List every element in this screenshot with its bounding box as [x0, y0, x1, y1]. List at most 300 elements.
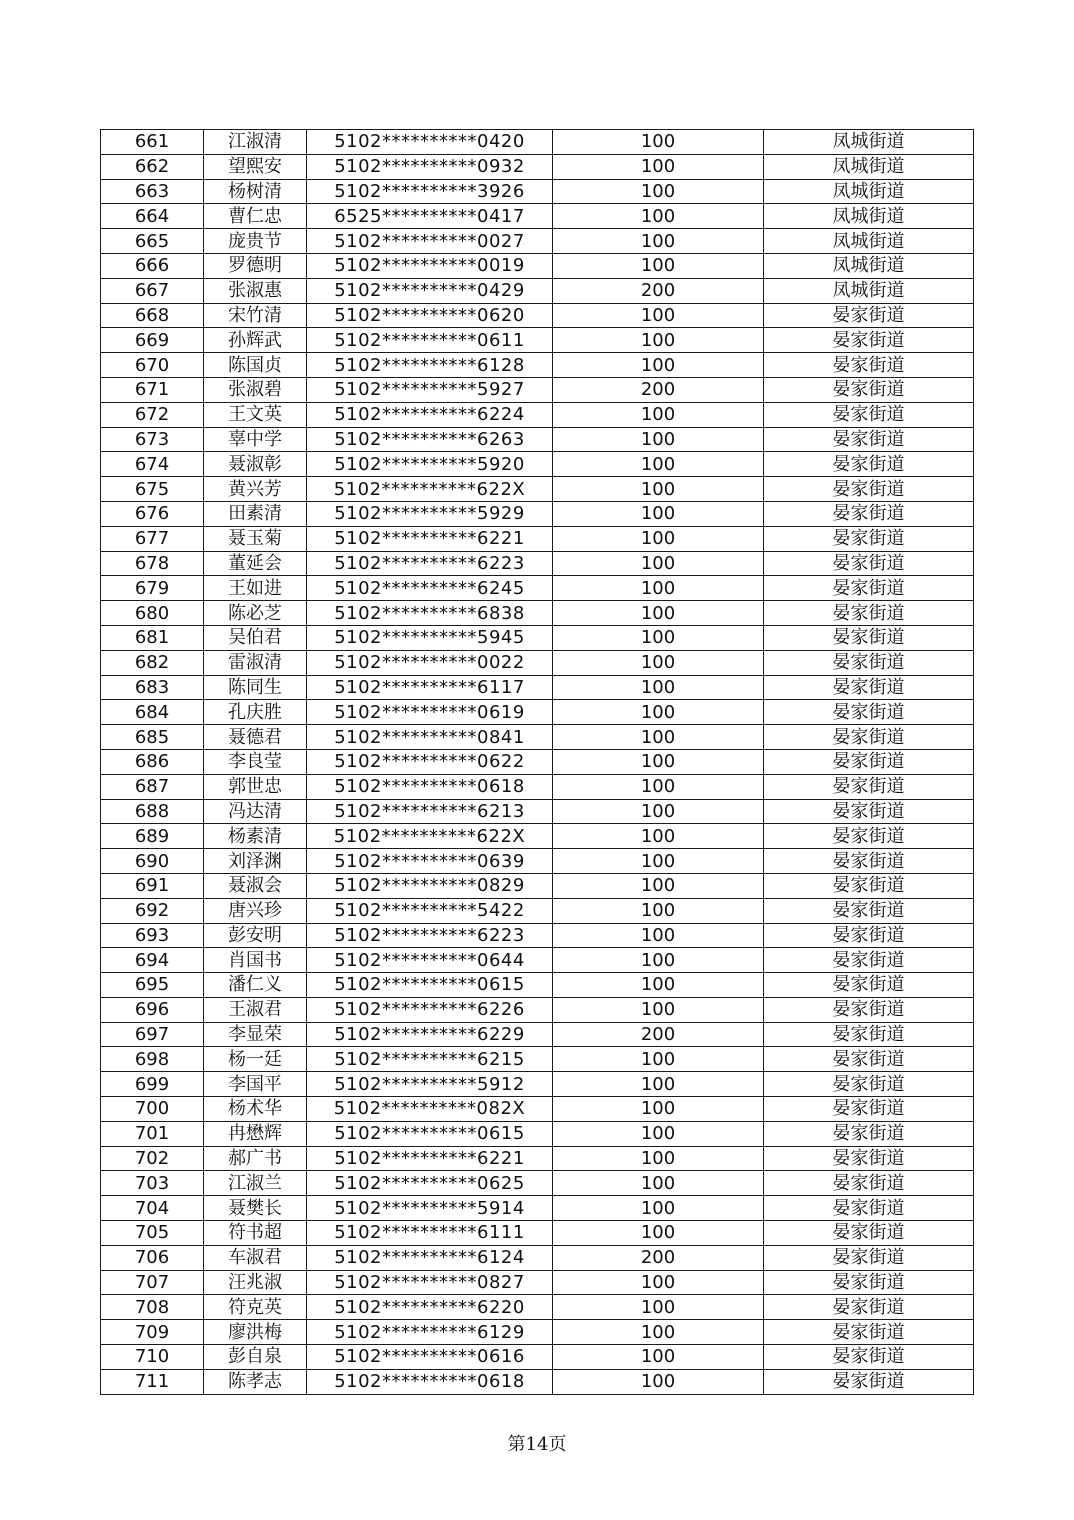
- subdistrict-cell: 晏家街道: [764, 625, 974, 650]
- id-number-cell: 5102**********6224: [307, 402, 553, 427]
- row-number-cell: 668: [101, 303, 204, 328]
- name-cell: 黄兴芳: [204, 477, 307, 502]
- subdistrict-cell: 晏家街道: [764, 799, 974, 824]
- name-cell: 符书超: [204, 1221, 307, 1246]
- subdistrict-cell: 凤城街道: [764, 154, 974, 179]
- table-row: [101, 328, 974, 353]
- amount-cell: 100: [553, 229, 764, 254]
- row-number-cell: 704: [101, 1196, 204, 1221]
- row-number-cell: 706: [101, 1245, 204, 1270]
- name-cell: 杨一廷: [204, 1047, 307, 1072]
- name-cell: 聂淑会: [204, 873, 307, 898]
- row-number-cell: 683: [101, 675, 204, 700]
- id-number-cell: 5102**********0639: [307, 849, 553, 874]
- subdistrict-cell: 凤城街道: [764, 130, 974, 155]
- subdistrict-cell: 晏家街道: [764, 898, 974, 923]
- name-cell: 冉懋辉: [204, 1121, 307, 1146]
- amount-cell: 100: [553, 1320, 764, 1345]
- table-row: [101, 1121, 974, 1146]
- table-row: [101, 625, 974, 650]
- row-number-cell: 687: [101, 774, 204, 799]
- name-cell: 宋竹清: [204, 303, 307, 328]
- row-number-cell: 700: [101, 1097, 204, 1122]
- row-number-cell: 698: [101, 1047, 204, 1072]
- row-number-cell: 703: [101, 1171, 204, 1196]
- name-cell: 李良莹: [204, 749, 307, 774]
- id-number-cell: 5102**********6117: [307, 675, 553, 700]
- amount-cell: 100: [553, 948, 764, 973]
- id-number-cell: 5102**********0622: [307, 749, 553, 774]
- amount-cell: 100: [553, 1097, 764, 1122]
- name-cell: 江淑清: [204, 130, 307, 155]
- row-number-cell: 679: [101, 576, 204, 601]
- name-cell: 刘泽渊: [204, 849, 307, 874]
- amount-cell: 100: [553, 204, 764, 229]
- table-row: [101, 353, 974, 378]
- subdistrict-cell: 晏家街道: [764, 1245, 974, 1270]
- amount-cell: 100: [553, 700, 764, 725]
- table-row: [101, 452, 974, 477]
- table-row: [101, 601, 974, 626]
- amount-cell: 100: [553, 1221, 764, 1246]
- amount-cell: 100: [553, 353, 764, 378]
- table-row: [101, 204, 974, 229]
- table-row: [101, 1345, 974, 1370]
- table-row: [101, 1221, 974, 1246]
- id-number-cell: 5102**********5912: [307, 1072, 553, 1097]
- amount-cell: 100: [553, 650, 764, 675]
- id-number-cell: 5102**********0625: [307, 1171, 553, 1196]
- table-row: [101, 898, 974, 923]
- id-number-cell: 5102**********0022: [307, 650, 553, 675]
- subdistrict-cell: 晏家街道: [764, 1146, 974, 1171]
- table-row: [101, 700, 974, 725]
- table-row: [101, 948, 974, 973]
- table-row: [101, 849, 974, 874]
- row-number-cell: 707: [101, 1270, 204, 1295]
- subdistrict-cell: 晏家街道: [764, 1022, 974, 1047]
- subdistrict-cell: 晏家街道: [764, 923, 974, 948]
- name-cell: 聂玉菊: [204, 526, 307, 551]
- subdistrict-cell: 晏家街道: [764, 1047, 974, 1072]
- name-cell: 李显荣: [204, 1022, 307, 1047]
- subdistrict-cell: 晏家街道: [764, 402, 974, 427]
- table-row: [101, 774, 974, 799]
- id-number-cell: 5102**********0615: [307, 973, 553, 998]
- table-row: [101, 253, 974, 278]
- amount-cell: 100: [553, 1369, 764, 1394]
- row-number-cell: 696: [101, 997, 204, 1022]
- row-number-cell: 702: [101, 1146, 204, 1171]
- table-row: [101, 1072, 974, 1097]
- amount-cell: 100: [553, 1146, 764, 1171]
- name-cell: 杨素清: [204, 824, 307, 849]
- amount-cell: 100: [553, 452, 764, 477]
- subdistrict-cell: 晏家街道: [764, 1320, 974, 1345]
- row-number-cell: 688: [101, 799, 204, 824]
- subdistrict-cell: 晏家街道: [764, 1097, 974, 1122]
- name-cell: 罗德明: [204, 253, 307, 278]
- table-row: [101, 1295, 974, 1320]
- id-number-cell: 5102**********5929: [307, 501, 553, 526]
- table-row: [101, 1146, 974, 1171]
- row-number-cell: 695: [101, 973, 204, 998]
- subdistrict-cell: 晏家街道: [764, 873, 974, 898]
- table-row: [101, 650, 974, 675]
- name-cell: 肖国书: [204, 948, 307, 973]
- table-row: [101, 675, 974, 700]
- name-cell: 董延会: [204, 551, 307, 576]
- id-number-cell: 5102**********0611: [307, 328, 553, 353]
- id-number-cell: 5102**********0620: [307, 303, 553, 328]
- amount-cell: 200: [553, 377, 764, 402]
- subdistrict-cell: 凤城街道: [764, 204, 974, 229]
- subdistrict-cell: 晏家街道: [764, 973, 974, 998]
- row-number-cell: 670: [101, 353, 204, 378]
- amount-cell: 100: [553, 576, 764, 601]
- subdistrict-cell: 晏家街道: [764, 1072, 974, 1097]
- amount-cell: 100: [553, 1270, 764, 1295]
- row-number-cell: 681: [101, 625, 204, 650]
- row-number-cell: 678: [101, 551, 204, 576]
- table-row: [101, 427, 974, 452]
- name-cell: 田素清: [204, 501, 307, 526]
- row-number-cell: 693: [101, 923, 204, 948]
- table-row: [101, 1245, 974, 1270]
- table-row: [101, 1171, 974, 1196]
- name-cell: 孙辉武: [204, 328, 307, 353]
- subdistrict-cell: 晏家街道: [764, 725, 974, 750]
- table-row: [101, 303, 974, 328]
- id-number-cell: 5102**********3926: [307, 179, 553, 204]
- name-cell: 车淑君: [204, 1245, 307, 1270]
- row-number-cell: 684: [101, 700, 204, 725]
- id-number-cell: 5102**********6124: [307, 1245, 553, 1270]
- subdistrict-cell: 晏家街道: [764, 526, 974, 551]
- id-number-cell: 6525**********0417: [307, 204, 553, 229]
- table-row: [101, 1097, 974, 1122]
- table-row: [101, 551, 974, 576]
- amount-cell: 100: [553, 601, 764, 626]
- amount-cell: 100: [553, 154, 764, 179]
- name-cell: 陈国贞: [204, 353, 307, 378]
- id-number-cell: 5102**********0841: [307, 725, 553, 750]
- name-cell: 聂德君: [204, 725, 307, 750]
- id-number-cell: 5102**********0420: [307, 130, 553, 155]
- id-number-cell: 5102**********5920: [307, 452, 553, 477]
- amount-cell: 100: [553, 1196, 764, 1221]
- id-number-cell: 5102**********0829: [307, 873, 553, 898]
- name-cell: 望熙安: [204, 154, 307, 179]
- amount-cell: 100: [553, 873, 764, 898]
- amount-cell: 100: [553, 179, 764, 204]
- name-cell: 聂樊长: [204, 1196, 307, 1221]
- subdistrict-cell: 晏家街道: [764, 824, 974, 849]
- subdistrict-cell: 晏家街道: [764, 427, 974, 452]
- page-footer-prefix: 第: [507, 1434, 526, 1455]
- table-row: [101, 1369, 974, 1394]
- id-number-cell: 5102**********6223: [307, 923, 553, 948]
- name-cell: 张淑碧: [204, 377, 307, 402]
- name-cell: 陈同生: [204, 675, 307, 700]
- row-number-cell: 673: [101, 427, 204, 452]
- subdistrict-cell: 晏家街道: [764, 452, 974, 477]
- table-row: [101, 402, 974, 427]
- row-number-cell: 663: [101, 179, 204, 204]
- name-cell: 雷淑清: [204, 650, 307, 675]
- subdistrict-cell: 凤城街道: [764, 179, 974, 204]
- table-row: [101, 997, 974, 1022]
- id-number-cell: 5102**********622X: [307, 477, 553, 502]
- table-row: [101, 973, 974, 998]
- row-number-cell: 665: [101, 229, 204, 254]
- subdistrict-cell: 晏家街道: [764, 675, 974, 700]
- table-row: [101, 873, 974, 898]
- name-cell: 彭安明: [204, 923, 307, 948]
- row-number-cell: 690: [101, 849, 204, 874]
- id-number-cell: 5102**********6221: [307, 526, 553, 551]
- subdistrict-cell: 晏家街道: [764, 997, 974, 1022]
- id-number-cell: 5102**********6223: [307, 551, 553, 576]
- name-cell: 杨树清: [204, 179, 307, 204]
- name-cell: 江淑兰: [204, 1171, 307, 1196]
- table-row: [101, 501, 974, 526]
- id-number-cell: 5102**********0619: [307, 700, 553, 725]
- id-number-cell: 5102**********6838: [307, 601, 553, 626]
- name-cell: 汪兆淑: [204, 1270, 307, 1295]
- subdistrict-cell: 晏家街道: [764, 1270, 974, 1295]
- id-number-cell: 5102**********6111: [307, 1221, 553, 1246]
- name-cell: 郝广书: [204, 1146, 307, 1171]
- row-number-cell: 689: [101, 824, 204, 849]
- id-number-cell: 5102**********0616: [307, 1345, 553, 1370]
- row-number-cell: 708: [101, 1295, 204, 1320]
- id-number-cell: 5102**********0932: [307, 154, 553, 179]
- roster-table-body: [101, 130, 974, 1395]
- page-footer-suffix: 页: [548, 1434, 567, 1455]
- id-number-cell: 5102**********6220: [307, 1295, 553, 1320]
- id-number-cell: 5102**********5927: [307, 377, 553, 402]
- name-cell: 庞贵节: [204, 229, 307, 254]
- row-number-cell: 699: [101, 1072, 204, 1097]
- table-row: [101, 1196, 974, 1221]
- id-number-cell: 5102**********6263: [307, 427, 553, 452]
- row-number-cell: 692: [101, 898, 204, 923]
- name-cell: 张淑惠: [204, 278, 307, 303]
- subdistrict-cell: 晏家街道: [764, 353, 974, 378]
- amount-cell: 100: [553, 427, 764, 452]
- table-row: [101, 725, 974, 750]
- amount-cell: 100: [553, 923, 764, 948]
- subdistrict-cell: 凤城街道: [764, 278, 974, 303]
- subdistrict-cell: 晏家街道: [764, 477, 974, 502]
- id-number-cell: 5102**********6245: [307, 576, 553, 601]
- amount-cell: 100: [553, 477, 764, 502]
- table-row: [101, 526, 974, 551]
- amount-cell: 100: [553, 328, 764, 353]
- name-cell: 孔庆胜: [204, 700, 307, 725]
- table-row: [101, 278, 974, 303]
- amount-cell: 100: [553, 1121, 764, 1146]
- name-cell: 彭自泉: [204, 1345, 307, 1370]
- name-cell: 杨术华: [204, 1097, 307, 1122]
- subdistrict-cell: 晏家街道: [764, 1121, 974, 1146]
- table-row: [101, 154, 974, 179]
- subdistrict-cell: 晏家街道: [764, 328, 974, 353]
- amount-cell: 100: [553, 1295, 764, 1320]
- id-number-cell: 5102**********082X: [307, 1097, 553, 1122]
- subdistrict-cell: 晏家街道: [764, 650, 974, 675]
- amount-cell: 100: [553, 1171, 764, 1196]
- id-number-cell: 5102**********0019: [307, 253, 553, 278]
- table-row: [101, 477, 974, 502]
- row-number-cell: 711: [101, 1369, 204, 1394]
- subdistrict-cell: 晏家街道: [764, 551, 974, 576]
- subdistrict-cell: 晏家街道: [764, 576, 974, 601]
- name-cell: 潘仁义: [204, 973, 307, 998]
- id-number-cell: 5102**********0618: [307, 1369, 553, 1394]
- id-number-cell: 5102**********0027: [307, 229, 553, 254]
- amount-cell: 100: [553, 303, 764, 328]
- amount-cell: 100: [553, 675, 764, 700]
- name-cell: 唐兴珍: [204, 898, 307, 923]
- id-number-cell: 5102**********6229: [307, 1022, 553, 1047]
- row-number-cell: 669: [101, 328, 204, 353]
- row-number-cell: 682: [101, 650, 204, 675]
- table-row: [101, 824, 974, 849]
- amount-cell: 100: [553, 625, 764, 650]
- amount-cell: 100: [553, 824, 764, 849]
- subdistrict-cell: 凤城街道: [764, 229, 974, 254]
- amount-cell: 200: [553, 1022, 764, 1047]
- name-cell: 王如进: [204, 576, 307, 601]
- name-cell: 曹仁忠: [204, 204, 307, 229]
- amount-cell: 100: [553, 1345, 764, 1370]
- table-row: [101, 576, 974, 601]
- page-footer: [0, 1430, 1074, 1456]
- row-number-cell: 685: [101, 725, 204, 750]
- table-row: [101, 130, 974, 155]
- amount-cell: 100: [553, 253, 764, 278]
- amount-cell: 100: [553, 799, 764, 824]
- amount-cell: 100: [553, 898, 764, 923]
- amount-cell: 100: [553, 130, 764, 155]
- subdistrict-cell: 晏家街道: [764, 303, 974, 328]
- table-row: [101, 923, 974, 948]
- amount-cell: 100: [553, 1047, 764, 1072]
- id-number-cell: 5102**********0644: [307, 948, 553, 973]
- id-number-cell: 5102**********5945: [307, 625, 553, 650]
- id-number-cell: 5102**********6215: [307, 1047, 553, 1072]
- name-cell: 辜中学: [204, 427, 307, 452]
- id-number-cell: 5102**********0615: [307, 1121, 553, 1146]
- row-number-cell: 662: [101, 154, 204, 179]
- amount-cell: 100: [553, 774, 764, 799]
- subdistrict-cell: 晏家街道: [764, 1196, 974, 1221]
- table-row: [101, 1022, 974, 1047]
- subdistrict-cell: 晏家街道: [764, 849, 974, 874]
- id-number-cell: 5102**********6128: [307, 353, 553, 378]
- table-row: [101, 1047, 974, 1072]
- row-number-cell: 675: [101, 477, 204, 502]
- row-number-cell: 671: [101, 377, 204, 402]
- id-number-cell: 5102**********5914: [307, 1196, 553, 1221]
- subdistrict-cell: 晏家街道: [764, 601, 974, 626]
- name-cell: 符克英: [204, 1295, 307, 1320]
- name-cell: 李国平: [204, 1072, 307, 1097]
- row-number-cell: 701: [101, 1121, 204, 1146]
- subdistrict-cell: 晏家街道: [764, 501, 974, 526]
- row-number-cell: 666: [101, 253, 204, 278]
- name-cell: 陈必芝: [204, 601, 307, 626]
- id-number-cell: 5102**********622X: [307, 824, 553, 849]
- roster-table: [100, 129, 974, 1395]
- row-number-cell: 694: [101, 948, 204, 973]
- subdistrict-cell: 晏家街道: [764, 1345, 974, 1370]
- amount-cell: 100: [553, 749, 764, 774]
- subdistrict-cell: 晏家街道: [764, 1369, 974, 1394]
- table-row: [101, 1270, 974, 1295]
- id-number-cell: 5102**********0827: [307, 1270, 553, 1295]
- subdistrict-cell: 凤城街道: [764, 253, 974, 278]
- id-number-cell: 5102**********6129: [307, 1320, 553, 1345]
- row-number-cell: 697: [101, 1022, 204, 1047]
- row-number-cell: 672: [101, 402, 204, 427]
- amount-cell: 200: [553, 1245, 764, 1270]
- row-number-cell: 710: [101, 1345, 204, 1370]
- amount-cell: 100: [553, 1072, 764, 1097]
- table-row: [101, 229, 974, 254]
- subdistrict-cell: 晏家街道: [764, 1221, 974, 1246]
- table-row: [101, 179, 974, 204]
- amount-cell: 100: [553, 849, 764, 874]
- subdistrict-cell: 晏家街道: [764, 1171, 974, 1196]
- name-cell: 王淑君: [204, 997, 307, 1022]
- row-number-cell: 686: [101, 749, 204, 774]
- row-number-cell: 691: [101, 873, 204, 898]
- id-number-cell: 5102**********5422: [307, 898, 553, 923]
- subdistrict-cell: 晏家街道: [764, 948, 974, 973]
- amount-cell: 100: [553, 402, 764, 427]
- amount-cell: 100: [553, 725, 764, 750]
- subdistrict-cell: 晏家街道: [764, 700, 974, 725]
- amount-cell: 100: [553, 973, 764, 998]
- row-number-cell: 677: [101, 526, 204, 551]
- name-cell: 陈孝志: [204, 1369, 307, 1394]
- page-number: 14: [525, 1434, 549, 1455]
- amount-cell: 100: [553, 501, 764, 526]
- id-number-cell: 5102**********6221: [307, 1146, 553, 1171]
- amount-cell: 100: [553, 526, 764, 551]
- subdistrict-cell: 晏家街道: [764, 377, 974, 402]
- row-number-cell: 664: [101, 204, 204, 229]
- subdistrict-cell: 晏家街道: [764, 1295, 974, 1320]
- row-number-cell: 667: [101, 278, 204, 303]
- name-cell: 廖洪梅: [204, 1320, 307, 1345]
- name-cell: 王文英: [204, 402, 307, 427]
- id-number-cell: 5102**********0429: [307, 278, 553, 303]
- amount-cell: 100: [553, 997, 764, 1022]
- row-number-cell: 705: [101, 1221, 204, 1246]
- id-number-cell: 5102**********0618: [307, 774, 553, 799]
- row-number-cell: 709: [101, 1320, 204, 1345]
- subdistrict-cell: 晏家街道: [764, 774, 974, 799]
- id-number-cell: 5102**********6213: [307, 799, 553, 824]
- name-cell: 郭世忠: [204, 774, 307, 799]
- row-number-cell: 676: [101, 501, 204, 526]
- name-cell: 聂淑彰: [204, 452, 307, 477]
- row-number-cell: 680: [101, 601, 204, 626]
